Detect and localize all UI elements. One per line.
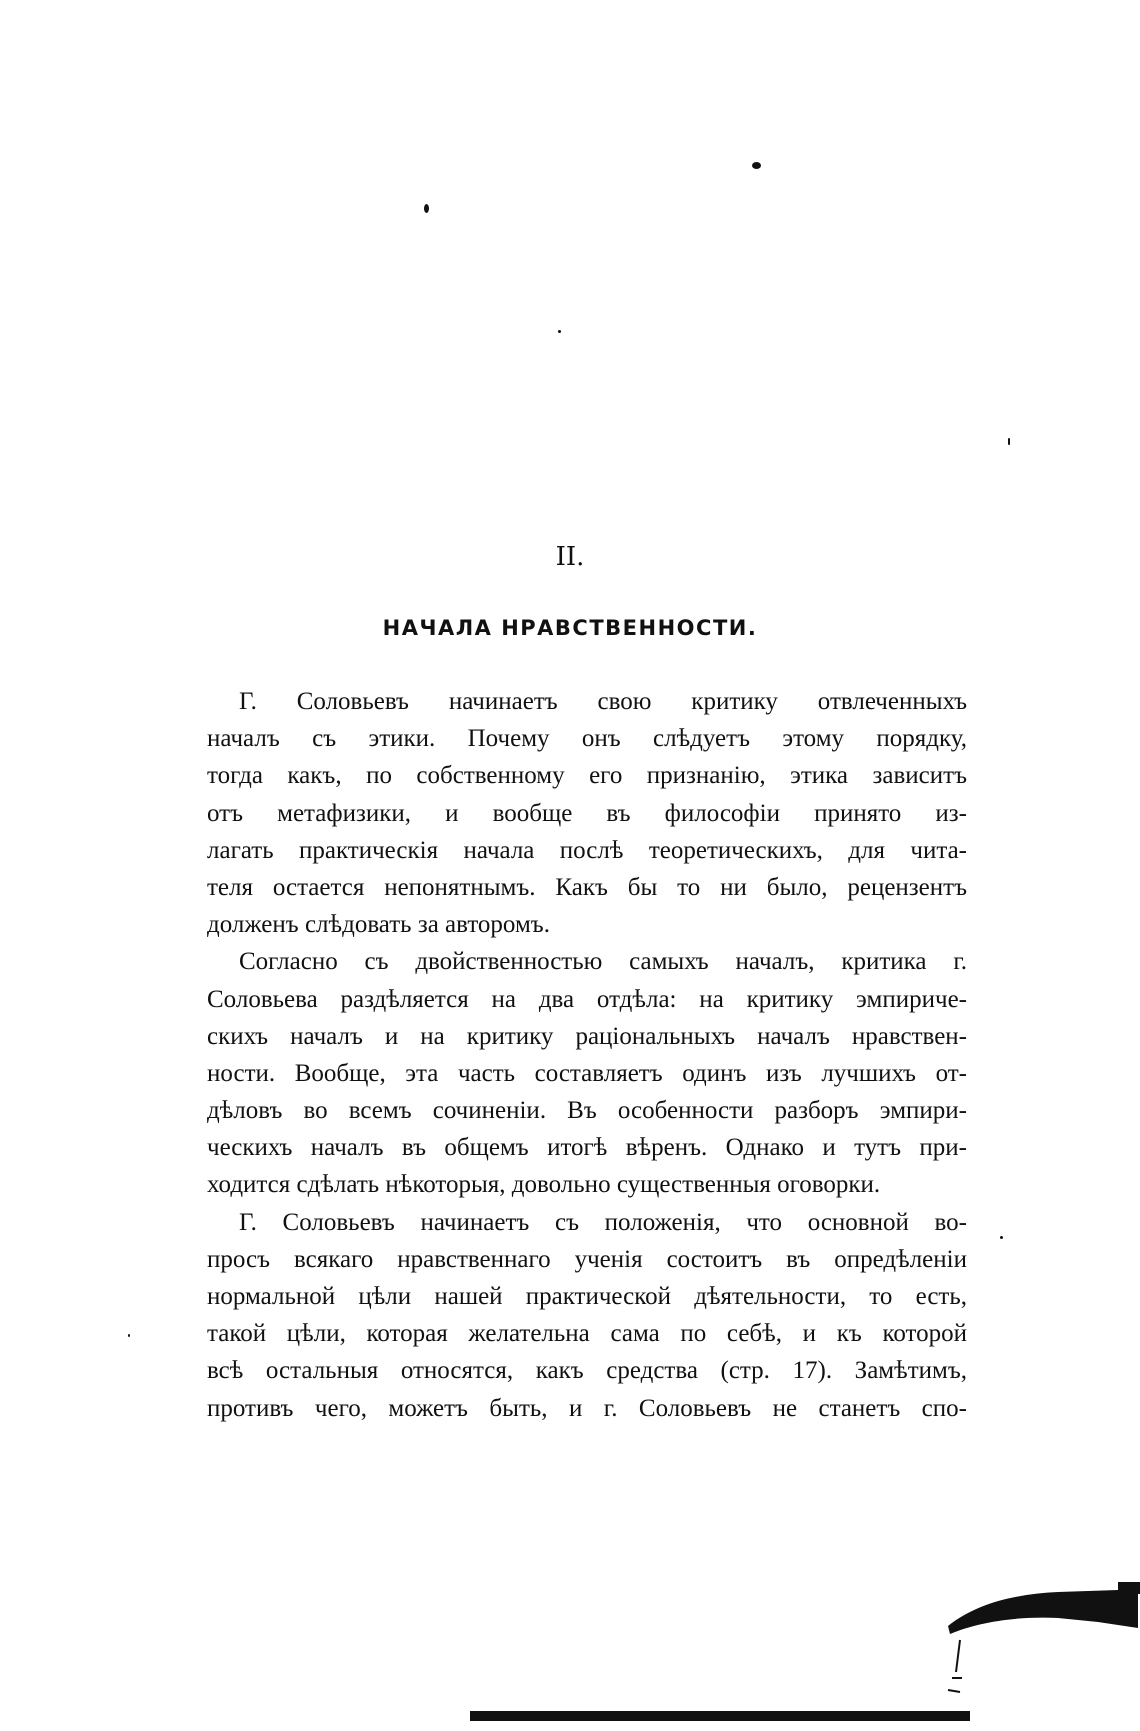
scan-speck	[424, 204, 429, 213]
text-line: отъ метафизики, и вообще въ философіи принято из-	[207, 799, 967, 827]
scan-bottom-bar	[470, 1711, 970, 1721]
body-text	[207, 683, 967, 1427]
text-line: ности. Вообще, эта часть составляетъ одинъ изъ лучшихъ от-	[207, 1059, 967, 1087]
text-line: долженъ слѣдовать за авторомъ.	[207, 911, 550, 939]
text-line: нормальной цѣли нашей практической дѣятельности, то есть,	[207, 1283, 967, 1310]
text-line: ческихъ началъ въ общемъ итогѣ вѣренъ. Однако и тутъ при-	[207, 1134, 967, 1162]
text-line: Соловьева раздѣляется на два отдѣла: на критику эмпириче-	[207, 985, 967, 1013]
text-line: Согласно съ двойственностью самыхъ началъ, критика г.	[239, 948, 967, 976]
text-line: просъ всякаго нравственнаго ученія состоитъ въ опредѣленіи	[207, 1245, 967, 1273]
text-line: лагать практическія начала послѣ теоретическихъ, для чита-	[207, 836, 967, 864]
text-line: тогда какъ, по собственному его признанію, этика зависитъ	[207, 762, 967, 790]
text-line: всѣ остальныя относятся, какъ средства (стр. 17). Замѣтимъ,	[207, 1357, 967, 1385]
text-line: дѣловъ во всемъ сочиненіи. Въ особенности разборъ эмпири-	[207, 1097, 967, 1125]
chapter-number: II.	[555, 542, 585, 572]
text-line: такой цѣли, которая желательна сама по себѣ, и къ которой	[207, 1320, 967, 1348]
text-line: Г. Соловьевъ начинаетъ свою критику отвлеченныхъ	[239, 688, 967, 715]
scan-speck	[1008, 438, 1010, 445]
scan-speck	[1000, 1236, 1003, 1239]
text-line: Г. Соловьевъ начинаетъ съ положенія, что основной во-	[239, 1208, 967, 1236]
text-line: началъ съ этики. Почему онъ слѣдуетъ этому порядку,	[207, 725, 967, 753]
chapter-title: НАЧАЛА НРАВСТВЕННОСТИ.	[382, 616, 758, 640]
scan-speck	[752, 162, 761, 169]
text-line: теля остается непонятнымъ. Какъ бы то ни было, рецензентъ	[207, 873, 967, 901]
text-line: противъ чего, можетъ быть, и г. Соловьевъ не станетъ спо-	[207, 1394, 967, 1422]
scan-speck	[128, 1334, 130, 1337]
text-line: скихъ началъ и на критику раціональныхъ началъ нравствен-	[207, 1022, 967, 1050]
scan-edge-artifact	[938, 1582, 1140, 1702]
scan-speck	[558, 330, 561, 333]
text-line: ходится сдѣлать нѣкоторыя, довольно существенныя оговорки.	[207, 1171, 881, 1199]
